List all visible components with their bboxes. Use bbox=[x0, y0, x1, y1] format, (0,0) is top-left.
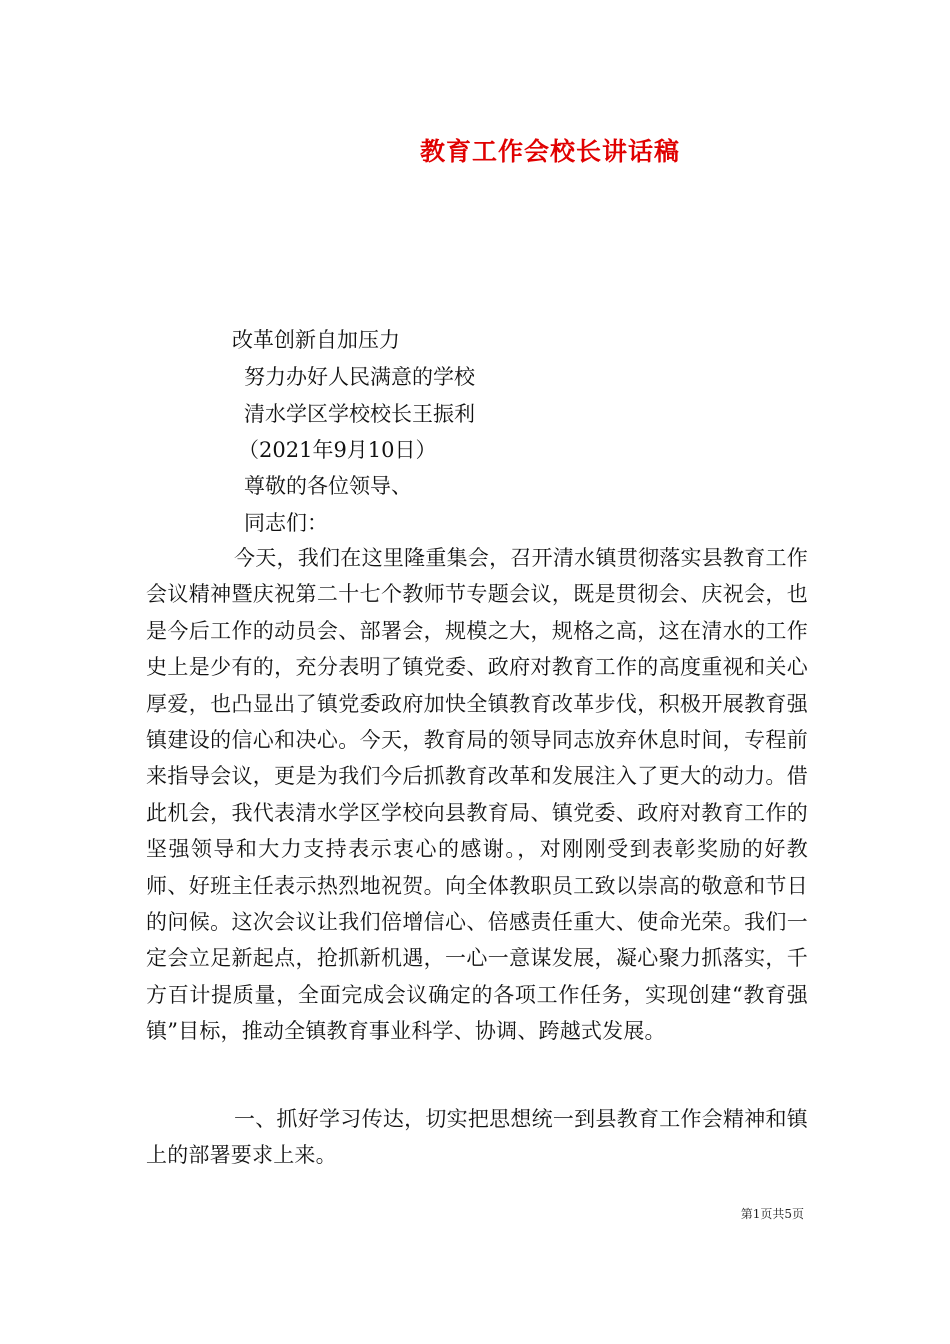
salutation-line-1: 尊敬的各位领导、 bbox=[244, 474, 412, 498]
body-paragraph-1: 今天，我们在这里隆重集会，召开清水镇贯彻落实县教育工作会议精神暨庆祝第二十七个教师节专题会议，既是贯彻会、庆祝会，也是今后工作的动员会、部署会，规模之大，规格之高，这在清水的工作史上是少有的，充分表明了镇党委、政府对教育工作的高度重视和关心厚爱，也凸显出了镇党委政府加快全镇教育改革步伐，积极开展教育强镇建设的信心和决心。今天，教育局的领导同志放弃休息时间，专程前来指导会议，更是为我们今后抓教育改革和发展注入了更大的动力。借此机会，我代表清水学区学校向县教育局、镇党委、政府对教育工作的坚强领导和大力支持表示衷心的感谢。，对刚刚受到表彰奖励的好教师、好班主任表示热烈地祝贺。向全体教职员工致以崇高的敬意和节日的问候。这次会议让我们倍增信心、倍感责任重大、使命光荣。我们一定会立足新起点，抢抓新机遇，一心一意谋发展，凝心聚力抓落实，千方百计提质量，全面完成会议确定的各项工作任务，实现创建“教育强镇”目标，推动全镇教育事业科学、协调、跨越式发展。 bbox=[146, 546, 808, 1044]
body-paragraph-2: 一、抓好学习传达，切实把思想统一到县教育工作会精神和镇上的部署要求上来。 bbox=[146, 1107, 808, 1168]
subtitle-line-1: 改革创新自加压力 bbox=[232, 328, 400, 352]
salutation-line-2: 同志们： bbox=[244, 511, 328, 535]
page-number: 第1页共5页 bbox=[740, 1207, 804, 1221]
author-line: 清水学区学校校长王振利 bbox=[244, 402, 475, 426]
document-title: 教育工作会校长讲话稿 bbox=[419, 137, 680, 166]
date-line: （2021年9月10日） bbox=[238, 438, 437, 462]
subtitle-line-2: 努力办好人民满意的学校 bbox=[244, 365, 475, 389]
